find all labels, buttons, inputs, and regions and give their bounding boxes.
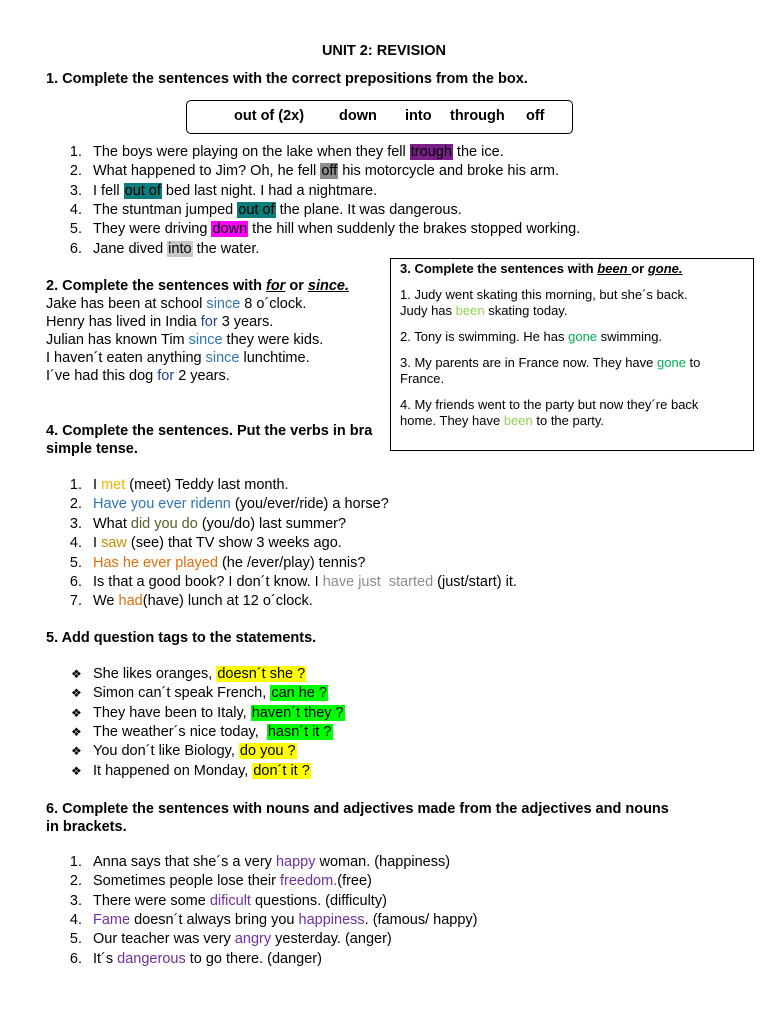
sentence-text: I fell (93, 182, 124, 199)
ex4-item (93, 535, 342, 551)
ex3-item-1-line-1: 1. Judy went skating this morning, but she´s back. (400, 287, 688, 302)
answer: since (206, 296, 241, 312)
word-box (186, 100, 573, 134)
item-number: 2. (69, 163, 82, 180)
sentence-text: bed last night. I had a nightmare. (161, 182, 378, 199)
item-number: 6. (69, 240, 82, 257)
question-tag-highlight: do you ? (239, 743, 296, 760)
heading-word-for: for (265, 278, 286, 294)
item-number: 4. (69, 535, 82, 552)
question-tag-highlight: can he ? (271, 685, 327, 702)
ex1-item (93, 144, 504, 160)
answer-highlight: down (212, 221, 248, 238)
ex6-item (93, 854, 450, 870)
ex1-item (93, 183, 377, 199)
answer: dangerous (117, 950, 186, 967)
ex4-item (93, 496, 389, 512)
sentence-text: They have been to Italy, (93, 704, 251, 721)
sentence-text: You don´t like Biology, (93, 743, 239, 760)
answer: dificult (209, 892, 251, 909)
sentence-text: (meet) Teddy last month. (125, 477, 289, 493)
ex2-item (46, 296, 306, 312)
sentence-text: lunchtime. (239, 350, 310, 366)
ex6-item (93, 893, 387, 909)
item-number: 5. (69, 221, 82, 238)
item-number: 1. (69, 477, 82, 493)
sentence-text: Jane dived (93, 240, 168, 257)
answer: Have you ever ridenn (93, 496, 231, 513)
sentence-text: It happened on Monday, (93, 762, 253, 779)
question-tag-highlight: hasn´t it ? (267, 723, 332, 740)
exercise-6-heading-line-2: in brackets. (46, 819, 127, 835)
sentence-text: the plane. It was dangerous. (275, 201, 462, 218)
answer-highlight: off (321, 163, 338, 180)
exercise-3-box (390, 258, 754, 451)
bullet-icon: ❖ (71, 744, 82, 759)
sentence-text: The boys were playing on the lake when they fell (93, 144, 410, 160)
text: Judy has (400, 303, 456, 318)
sentence-text: (see) that TV show 3 weeks ago. (126, 535, 342, 552)
sentence-text: doesn´t always bring you (130, 911, 299, 928)
answer-highlight: out of (238, 201, 275, 218)
sentence-text: I (93, 477, 102, 493)
answer: Fame (93, 911, 131, 928)
ex3-item-1-line-2 (400, 303, 567, 319)
heading-word-been: been (597, 261, 632, 276)
sentence-text: 8 o´clock. (240, 296, 307, 312)
sentence-text: (just/start) it. (433, 574, 517, 590)
sentence-text: We (93, 593, 119, 610)
sentence-text: What happened to Jim? Oh, he fell (93, 163, 321, 180)
ex4-item (93, 516, 346, 532)
word-box-item: into (405, 108, 432, 124)
question-tag-highlight: haven´t they ? (251, 704, 344, 721)
answer: freedom. (280, 873, 338, 890)
sentence-text: The weather´s nice today, (93, 723, 267, 740)
ex5-item (93, 666, 306, 682)
answer: gone (568, 329, 598, 344)
ex6-item (93, 931, 392, 947)
ex4-item (93, 593, 313, 609)
answer: met (101, 477, 126, 493)
ex5-item (93, 685, 328, 701)
ex1-item (93, 221, 580, 237)
ex4-item (93, 555, 365, 571)
item-number: 6. (69, 950, 82, 967)
sentence-text: I (93, 535, 102, 552)
sentence-text: his motorcycle and broke his arm. (338, 163, 559, 180)
answer: had (118, 593, 143, 610)
sentence-text: to go there. (danger) (185, 950, 322, 967)
sentence-text: (have) lunch at 12 o´clock. (142, 593, 313, 610)
question-tag-highlight: doesn´t she ? (217, 666, 306, 682)
answer: for (157, 368, 175, 384)
heading-text: or (631, 261, 648, 276)
sentence-text: woman. (happiness) (315, 854, 451, 870)
sentence-text: (he /ever/play) tennis? (217, 554, 366, 571)
sentence-text: I´ve had this dog (46, 368, 158, 384)
answer: happiness (298, 911, 365, 928)
exercise-4-heading-line-1: 4. Complete the sentences. Put the verbs in bra (46, 423, 373, 439)
bullet-icon: ❖ (71, 686, 82, 701)
answer: gone (657, 355, 686, 370)
exercise-6-heading-line-1: 6. Complete the sentences with nouns and adjectives made from the adjectives and nouns (46, 801, 669, 817)
answer: happy (275, 854, 316, 870)
heading-text: or (285, 278, 308, 294)
item-number: 3. (69, 515, 82, 532)
sentence-text: (you/ever/ride) a horse? (230, 496, 389, 513)
ex1-item (93, 202, 462, 218)
answer: for (200, 314, 218, 330)
answer: Has he ever played (93, 554, 218, 571)
sentence-text: The stuntman jumped (93, 201, 238, 218)
heading-word-gone: gone. (647, 261, 683, 276)
answer-highlight: out of (124, 182, 161, 199)
sentence-text: Anna says that she´s a very (93, 854, 276, 870)
word-box-item: off (526, 108, 545, 124)
word-box-item: down (339, 108, 377, 124)
sentence-text: Henry has lived in India (46, 314, 201, 330)
sentence-text: questions. (difficulty) (250, 892, 387, 909)
item-number: 5. (69, 931, 82, 948)
ex2-item (46, 314, 273, 330)
sentence-text: Our teacher was very (93, 931, 235, 948)
bullet-icon: ❖ (71, 667, 82, 681)
answer: been (503, 413, 533, 428)
sentence-text: . (famous/ happy) (364, 911, 478, 928)
sentence-text: They were driving (93, 221, 212, 238)
answer: angry (234, 931, 272, 948)
sentence-text: It´s (93, 950, 118, 967)
item-number: 3. (69, 892, 82, 909)
word-box-item: through (450, 108, 505, 124)
answer: have just started (322, 574, 434, 590)
heading-text: 2. Complete the sentences with (46, 278, 266, 294)
ex2-item (46, 350, 310, 366)
bullet-icon: ❖ (71, 724, 82, 739)
answer-highlight: into (168, 240, 192, 257)
ex3-item-3-line-1 (400, 355, 700, 371)
ex4-item (93, 574, 517, 590)
sentence-text: She likes oranges, (93, 666, 217, 682)
bullet-icon: ❖ (71, 763, 82, 778)
sentence-text: yesterday. (anger) (271, 931, 392, 948)
answer: been (455, 303, 485, 318)
ex2-item (46, 332, 323, 348)
ex6-item (93, 912, 477, 928)
ex1-item (93, 241, 259, 257)
sentence-text: 3 years. (217, 314, 274, 330)
item-number: 2. (69, 496, 82, 513)
sentence-text: the water. (192, 240, 260, 257)
item-number: 4. (69, 201, 82, 218)
exercise-3-heading (400, 261, 682, 277)
ex5-item (93, 705, 345, 721)
answer: did you do (130, 515, 198, 532)
item-number: 3. (69, 182, 82, 199)
heading-word-since: since. (307, 278, 349, 294)
ex1-item (93, 163, 559, 179)
ex6-item (93, 951, 322, 967)
answer-highlight: trough (410, 144, 452, 160)
text: swimming. (597, 329, 663, 344)
ex3-item-4-line-1: 4. My friends went to the party but now they´re back (400, 397, 699, 412)
word-box-item: out of (2x) (234, 108, 305, 124)
ex3-item-4-line-2 (400, 413, 604, 429)
sentence-text: (free) (337, 873, 372, 890)
text: skating today. (484, 303, 568, 318)
sentence-text: Simon can´t speak French, (93, 685, 271, 702)
text: 3. My parents are in France now. They have (400, 355, 658, 370)
heading-text: 3. Complete the sentences with (400, 261, 598, 276)
ex5-item (93, 763, 311, 779)
sentence-text: What (93, 515, 131, 532)
item-number: 1. (69, 144, 82, 160)
sentence-text: the ice. (452, 144, 504, 160)
item-number: 5. (69, 554, 82, 571)
text: home. They have (400, 413, 504, 428)
item-number: 1. (69, 854, 82, 870)
question-tag-highlight: don´t it ? (253, 762, 310, 779)
ex5-item (93, 724, 333, 740)
sentence-text: There were some (93, 892, 210, 909)
ex6-item (93, 873, 372, 889)
ex5-item (93, 743, 297, 759)
sentence-text: (you/do) last summer? (197, 515, 347, 532)
sentence-text: the hill when suddenly the brakes stopped working. (248, 221, 581, 238)
bullet-icon: ❖ (71, 705, 82, 720)
item-number: 7. (69, 593, 82, 610)
item-number: 2. (69, 873, 82, 890)
sentence-text: Jake has been at school (46, 296, 207, 312)
exercise-1-heading: 1. Complete the sentences with the correct prepositions from the box. (46, 71, 528, 87)
sentence-text: Is that a good book? I don´t know. I (93, 574, 323, 590)
answer: since (205, 350, 240, 366)
exercise-2-heading (46, 278, 349, 294)
sentence-text: Sometimes people lose their (93, 873, 280, 890)
text: to the party. (532, 413, 605, 428)
sentence-text: Julian has known Tim (46, 332, 189, 348)
exercise-4-heading-line-2: simple tense. (46, 441, 138, 457)
exercise-5-heading: 5. Add question tags to the statements. (46, 630, 317, 646)
ex3-item-2 (400, 329, 662, 345)
text: 2. Tony is swimming. He has (400, 329, 569, 344)
sentence-text: I haven´t eaten anything (46, 350, 206, 366)
text: to (685, 355, 701, 370)
sentence-text: 2 years. (174, 368, 230, 384)
item-number: 4. (69, 911, 82, 928)
answer: since (188, 332, 223, 348)
ex2-item (46, 368, 230, 384)
answer: saw (101, 535, 127, 552)
sentence-text: they were kids. (222, 332, 324, 348)
ex4-item (93, 477, 289, 493)
ex3-item-3-line-2: France. (400, 371, 445, 386)
item-number: 6. (69, 574, 82, 590)
page-title: UNIT 2: REVISION (321, 43, 447, 59)
